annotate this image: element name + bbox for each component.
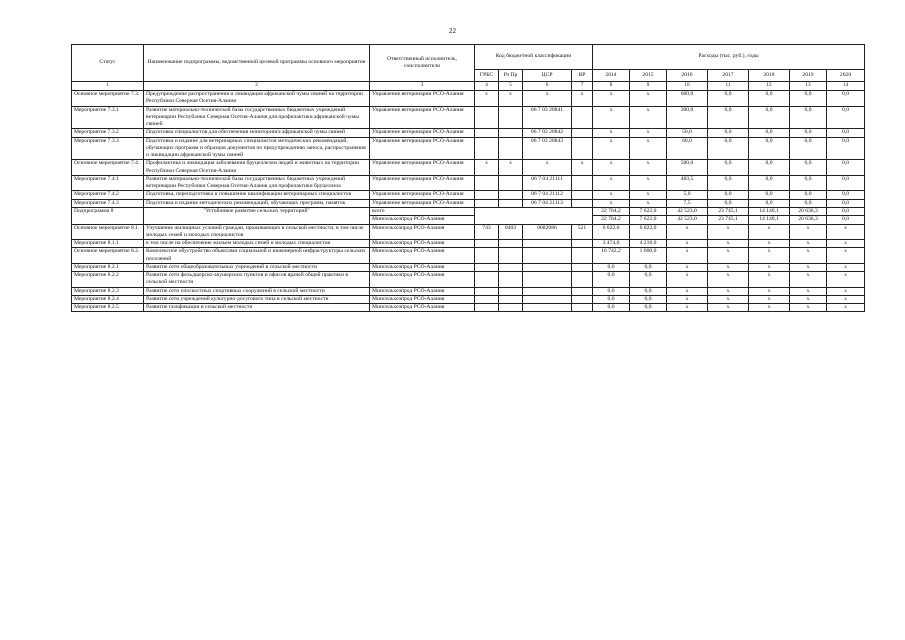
row-grbs <box>475 248 499 264</box>
row-name: Подготовка и издание для ветеринарных специалистов методических рекомендаций, обучающих программ и образцов документов по предупреждению заноса, распространения и ликвидации африканской чумы свиней <box>144 137 370 160</box>
row-value: 0,0 <box>708 175 749 191</box>
row-value: 0,0 <box>630 287 667 295</box>
row-value: 0,0 <box>708 160 749 176</box>
row-value: 6 022,0 <box>630 224 667 240</box>
row-value: х <box>827 304 865 312</box>
row-value: х <box>708 263 749 271</box>
row-csr: 06 7 03 20843 <box>523 137 572 160</box>
row-vr: х <box>572 160 593 176</box>
row-name: Предупреждение распространения и ликвидация африканской чумы свиней на территории Республики Северная Осетия-Алания <box>144 91 370 107</box>
row-value: х <box>667 304 708 312</box>
row-value: 4 218,0 <box>630 240 667 248</box>
row-csr: 0682086 <box>523 224 572 240</box>
row-executor: Управление ветеринарии РСО-Алания <box>370 160 475 176</box>
row-value: х <box>827 295 865 303</box>
row-status: Мероприятие 8.2.1 <box>72 263 144 271</box>
row-value: х <box>593 191 630 199</box>
row-value: 0,0 <box>630 304 667 312</box>
column-index: 4 <box>475 82 499 91</box>
table-row <box>72 137 865 160</box>
subprogram-status: Подпрограмма 8 <box>72 207 144 224</box>
row-value: х <box>630 175 667 191</box>
row-grbs <box>475 129 499 137</box>
row-executor: Управление ветеринарии РСО-Алания <box>370 191 475 199</box>
row-grbs <box>475 199 499 207</box>
row-value: х <box>827 263 865 271</box>
row-value: х <box>593 106 630 129</box>
row-executor: Минсельхозпрод РСО-Алания <box>370 287 475 295</box>
row-status: Мероприятие 8.2.3 <box>72 287 144 295</box>
column-index: 12 <box>749 82 790 91</box>
row-executor: Минсельхозпрод РСО-Алания <box>370 248 475 264</box>
row-vr <box>572 304 593 312</box>
subprogram-value: 42 523,0 <box>667 207 708 215</box>
table-row <box>72 224 865 240</box>
row-value: 500,0 <box>667 160 708 176</box>
row-name: Улучшение жилищных условий граждан, проживающих в сельской местности, в том числе молодых семей и молодых специалистов <box>144 224 370 240</box>
row-value: х <box>630 191 667 199</box>
row-name: Развитие материально-технической базы государственных бюджетных учреждений ветеринарии Республики Северная Осетия-Алания для профилактики бруцеллеза <box>144 175 370 191</box>
row-status: Мероприятие 8.2.4 <box>72 295 144 303</box>
header-name: Наименование подпрограммы, ведомственной целевой программы основного мероприятия <box>144 45 370 82</box>
row-value: х <box>708 295 749 303</box>
row-csr <box>523 295 572 303</box>
row-name: в том числе на обеспечение жильем молодых семей и молодых специалистов <box>144 240 370 248</box>
row-value: х <box>667 263 708 271</box>
row-status: Мероприятие 7.4.2 <box>72 191 144 199</box>
table-row <box>72 287 865 295</box>
row-value: х <box>593 160 630 176</box>
row-grbs <box>475 295 499 303</box>
row-value: х <box>630 137 667 160</box>
table-row <box>72 129 865 137</box>
row-value: 483,5 <box>667 175 708 191</box>
table-row <box>72 199 865 207</box>
row-rzpr <box>499 295 523 303</box>
row-rzpr <box>499 191 523 199</box>
row-value: х <box>749 240 790 248</box>
row-rzpr <box>499 199 523 207</box>
row-value: х <box>749 248 790 264</box>
row-name: Профилактика и ликвидация заболевания бруцеллезом людей и животных на территории Республики Северная Осетия-Алания <box>144 160 370 176</box>
row-value: 6 022,0 <box>593 224 630 240</box>
row-value: х <box>708 224 749 240</box>
row-value: х <box>790 287 827 295</box>
subprogram-value: 7 622,0 <box>630 207 667 215</box>
row-value: 0,0 <box>630 295 667 303</box>
row-value: 0,0 <box>593 295 630 303</box>
row-csr: 06 7 04 21111 <box>523 175 572 191</box>
column-index: 5 <box>499 82 523 91</box>
row-value: 0,0 <box>790 199 827 207</box>
table-row <box>72 304 865 312</box>
column-index: 3 <box>370 82 475 91</box>
page-number: 22 <box>449 27 456 35</box>
row-value: 0,0 <box>827 91 865 107</box>
header-executor: Ответственный исполнитель, соисполнители <box>370 45 475 82</box>
row-value: 0,0 <box>630 272 667 288</box>
row-csr <box>523 263 572 271</box>
row-value: 0,0 <box>749 160 790 176</box>
row-value: 60,0 <box>667 137 708 160</box>
row-value: х <box>593 91 630 107</box>
row-vr <box>572 272 593 288</box>
row-name: Подготовка специалистов для обеспечения мониторинга африканской чумы свиней <box>144 129 370 137</box>
row-value: х <box>708 304 749 312</box>
row-value: х <box>593 129 630 137</box>
row-grbs <box>475 304 499 312</box>
row-vr: 521 <box>572 224 593 240</box>
budget-table <box>71 44 865 312</box>
column-index: 14 <box>827 82 865 91</box>
row-value: х <box>790 248 827 264</box>
subprogram-value: 7 622,0 <box>630 216 667 224</box>
row-rzpr <box>499 304 523 312</box>
row-value: 0,0 <box>790 175 827 191</box>
table-row <box>72 248 865 264</box>
row-value: 0,0 <box>790 129 827 137</box>
table-row <box>72 175 865 191</box>
row-executor: Управление ветеринарии РСО-Алания <box>370 175 475 191</box>
subprogram-value: 20 636,3 <box>790 207 827 215</box>
row-value: 0,0 <box>827 106 865 129</box>
row-rzpr: х <box>499 160 523 176</box>
row-status: Мероприятие 8.1.1 <box>72 240 144 248</box>
column-index: 6 <box>523 82 572 91</box>
row-value: 0,0 <box>749 191 790 199</box>
row-status: Основное мероприятие 7.3. <box>72 91 144 107</box>
row-rzpr <box>499 272 523 288</box>
row-value: х <box>827 248 865 264</box>
row-grbs <box>475 191 499 199</box>
subprogram-value: 14 140,1 <box>749 216 790 224</box>
row-value: х <box>630 199 667 207</box>
column-index: 11 <box>708 82 749 91</box>
row-csr: 06 7 03 20841 <box>523 106 572 129</box>
row-executor: Минсельхозпрод РСО-Алания <box>370 263 475 271</box>
row-rzpr <box>499 129 523 137</box>
row-grbs <box>475 106 499 129</box>
row-name: Подготовка и издание методических рекомендаций, обучающих программ, памяток <box>144 199 370 207</box>
row-value: х <box>667 240 708 248</box>
row-csr <box>523 287 572 295</box>
row-value: х <box>667 287 708 295</box>
header-kbk: Код бюджетной классификации <box>475 45 593 70</box>
column-index: 8 <box>593 82 630 91</box>
row-value: х <box>749 263 790 271</box>
row-value: 50,0 <box>667 129 708 137</box>
row-executor: Управление ветеринарии РСО-Алания <box>370 106 475 129</box>
row-value: 7,5 <box>667 199 708 207</box>
row-csr <box>523 248 572 264</box>
row-value: 0,0 <box>827 199 865 207</box>
column-index: 10 <box>667 82 708 91</box>
row-csr: х <box>523 160 572 176</box>
row-name: Подготовка, переподготовка и повышение квалификации ветеринарных специалистов <box>144 191 370 199</box>
row-vr <box>572 263 593 271</box>
row-rzpr <box>499 263 523 271</box>
row-csr: 06 7 03 20842 <box>523 129 572 137</box>
row-value: 0,0 <box>593 263 630 271</box>
row-value: х <box>708 240 749 248</box>
table-row <box>72 272 865 288</box>
row-value: 600,0 <box>667 91 708 107</box>
row-value: 0,0 <box>827 129 865 137</box>
row-value: 0,0 <box>749 106 790 129</box>
row-value: х <box>827 287 865 295</box>
column-index: 1 <box>72 82 144 91</box>
subprogram-value: 20 636,3 <box>790 216 827 224</box>
row-executor: Минсельхозпрод РСО-Алания <box>370 224 475 240</box>
row-value: х <box>790 224 827 240</box>
subprogram-value: 23 745,1 <box>708 207 749 215</box>
row-value: 0,0 <box>749 129 790 137</box>
row-executor: Управление ветеринарии РСО-Алания <box>370 199 475 207</box>
row-executor: Управление ветеринарии РСО-Алания <box>370 129 475 137</box>
row-grbs <box>475 272 499 288</box>
row-value: х <box>708 287 749 295</box>
row-vr <box>572 287 593 295</box>
row-value: х <box>790 263 827 271</box>
row-value: х <box>749 272 790 288</box>
header-year: 2016 <box>667 70 708 82</box>
header-year: 2017 <box>708 70 749 82</box>
row-value: 0,0 <box>708 129 749 137</box>
row-status: Основное мероприятие 8.2. <box>72 248 144 264</box>
row-value: х <box>667 248 708 264</box>
row-name: Развитие газификации в сельской местности <box>144 304 370 312</box>
row-status: Мероприятие 7.3.3 <box>72 137 144 160</box>
row-vr <box>572 199 593 207</box>
row-csr: 06 7 04 21112 <box>523 191 572 199</box>
row-value: 0,0 <box>593 272 630 288</box>
subprogram-exec-total: всего <box>370 207 475 215</box>
row-value: 3 474,0 <box>593 240 630 248</box>
row-value: 16 742,2 <box>593 248 630 264</box>
header-kbk-col: ВР <box>572 70 593 82</box>
header-year: 2014 <box>593 70 630 82</box>
row-value: х <box>667 295 708 303</box>
row-rzpr <box>499 248 523 264</box>
row-status: Мероприятие 7.4.1 <box>72 175 144 191</box>
table-row <box>72 295 865 303</box>
row-value: х <box>630 160 667 176</box>
table-row <box>72 106 865 129</box>
row-executor: Управление ветеринарии РСО-Алания <box>370 137 475 160</box>
row-value: 0,0 <box>708 199 749 207</box>
row-value: х <box>667 272 708 288</box>
row-value: х <box>749 287 790 295</box>
row-vr <box>572 106 593 129</box>
row-value: 0,0 <box>790 191 827 199</box>
row-executor: Минсельхозпрод РСО-Алания <box>370 240 475 248</box>
header-expenses: Расходы (тыс. руб.), годы <box>593 45 865 70</box>
subprogram-value: 42 523,0 <box>667 216 708 224</box>
row-rzpr: 0403 <box>499 224 523 240</box>
row-status: Мероприятие 8.2.5 <box>72 304 144 312</box>
row-grbs <box>475 137 499 160</box>
subprogram-name: "Устойчивое развитие сельских территорий" <box>144 207 370 224</box>
row-name: Развитие материально-технической базы государственных бюджетных учреждений ветеринарии Республики Северная Осетия-Алания для профилактики африканской чумы свиней <box>144 106 370 129</box>
row-value: 0,0 <box>827 175 865 191</box>
row-value: х <box>749 295 790 303</box>
row-value: 0,0 <box>708 106 749 129</box>
row-value: х <box>827 224 865 240</box>
row-value: х <box>749 304 790 312</box>
row-rzpr: х <box>499 91 523 107</box>
header-kbk-col: ГРБС <box>475 70 499 82</box>
table-row <box>72 160 865 176</box>
table-row <box>72 263 865 271</box>
row-value: 0,0 <box>708 191 749 199</box>
row-rzpr <box>499 137 523 160</box>
row-value: 0,0 <box>790 91 827 107</box>
row-value: х <box>749 224 790 240</box>
row-vr <box>572 191 593 199</box>
row-value: 0,0 <box>593 287 630 295</box>
subprogram-exec-ministry: Минсельхозпрод РСО-Алания <box>370 216 475 224</box>
header-year: 2015 <box>630 70 667 82</box>
table-row <box>72 191 865 199</box>
row-status: Мероприятие 7.4.3 <box>72 199 144 207</box>
row-value: 0,0 <box>749 91 790 107</box>
row-executor: Управление ветеринарии РСО-Алания <box>370 91 475 107</box>
row-status: Мероприятие 8.2.2 <box>72 272 144 288</box>
row-value: х <box>790 272 827 288</box>
header-kbk-col: Рз Пр <box>499 70 523 82</box>
column-index: 2 <box>144 82 370 91</box>
row-rzpr <box>499 240 523 248</box>
row-value: х <box>667 224 708 240</box>
row-value: 0,0 <box>749 199 790 207</box>
header-status: Статус <box>72 45 144 82</box>
row-csr <box>523 272 572 288</box>
row-value: х <box>708 272 749 288</box>
row-grbs <box>475 175 499 191</box>
subprogram-row <box>72 207 865 215</box>
header-year: 2020 <box>827 70 865 82</box>
row-value: 0,0 <box>708 91 749 107</box>
row-value: 0,0 <box>790 137 827 160</box>
row-grbs: х <box>475 160 499 176</box>
row-name: Развитие сети фельдшерско-акушерских пунктов и офисов врачей общей практики в сельской местности <box>144 272 370 288</box>
row-value: х <box>708 248 749 264</box>
row-name: Развитие сети общеобразовательных учреждений в сельской местности <box>144 263 370 271</box>
row-value: 0,0 <box>790 160 827 176</box>
row-status: Мероприятие 7.3.1 <box>72 106 144 129</box>
row-rzpr <box>499 175 523 191</box>
subprogram-value: 22 764,2 <box>593 207 630 215</box>
row-value: х <box>630 91 667 107</box>
header-year: 2019 <box>790 70 827 82</box>
row-vr <box>572 248 593 264</box>
row-value: 0,0 <box>708 137 749 160</box>
row-grbs: 743 <box>475 224 499 240</box>
row-rzpr <box>499 287 523 295</box>
row-value: х <box>790 304 827 312</box>
table-row <box>72 240 865 248</box>
row-status: Мероприятие 7.3.2 <box>72 129 144 137</box>
subprogram-value: 0,0 <box>827 216 865 224</box>
row-value: х <box>630 106 667 129</box>
row-status: Основное мероприятие 8.1. <box>72 224 144 240</box>
subprogram-kbk-blank <box>475 207 593 224</box>
row-value: х <box>790 295 827 303</box>
row-value: х <box>593 137 630 160</box>
row-vr <box>572 137 593 160</box>
column-index: 7 <box>572 82 593 91</box>
row-name: Развитие сети учреждений культурно-досугового типа в сельской местности <box>144 295 370 303</box>
table-row <box>72 91 865 107</box>
row-csr <box>523 304 572 312</box>
row-grbs: х <box>475 91 499 107</box>
row-value: 5,0 <box>667 191 708 199</box>
row-vr <box>572 295 593 303</box>
row-value: 0,0 <box>749 175 790 191</box>
row-vr <box>572 129 593 137</box>
row-value: 0,0 <box>630 263 667 271</box>
row-grbs <box>475 263 499 271</box>
row-vr: х <box>572 91 593 107</box>
row-csr: х <box>523 91 572 107</box>
row-vr <box>572 240 593 248</box>
row-name: Развитие сети плоскостных спортивных сооружений в сельской местности <box>144 287 370 295</box>
row-value: 300,0 <box>667 106 708 129</box>
row-value: 0,0 <box>749 137 790 160</box>
row-value: 0,0 <box>827 191 865 199</box>
row-status: Основное мероприятие 7.4. <box>72 160 144 176</box>
subprogram-value: 14 140,1 <box>749 207 790 215</box>
row-rzpr <box>499 106 523 129</box>
row-csr: 06 7 04 21113 <box>523 199 572 207</box>
row-value: х <box>593 175 630 191</box>
row-vr <box>572 175 593 191</box>
column-index: 13 <box>790 82 827 91</box>
row-grbs <box>475 287 499 295</box>
row-value: 1 600,0 <box>630 248 667 264</box>
header-kbk-col: ЦСР <box>523 70 572 82</box>
row-value: х <box>630 129 667 137</box>
row-executor: Минсельхозпрод РСО-Алания <box>370 304 475 312</box>
row-value: х <box>827 272 865 288</box>
row-executor: Минсельхозпрод РСО-Алания <box>370 295 475 303</box>
row-name: Комплексное обустройство объектами социальной и инженерной инфраструктуры сельских поселений <box>144 248 370 264</box>
row-value: 0,0 <box>827 137 865 160</box>
column-index: 9 <box>630 82 667 91</box>
header-year: 2018 <box>749 70 790 82</box>
row-executor: Минсельхозпрод РСО-Алания <box>370 272 475 288</box>
row-value: 0,0 <box>827 160 865 176</box>
subprogram-value: 22 764,2 <box>593 216 630 224</box>
row-value: 0,0 <box>593 304 630 312</box>
row-value: х <box>827 240 865 248</box>
row-value: х <box>593 199 630 207</box>
row-value: 0,0 <box>790 106 827 129</box>
row-csr <box>523 240 572 248</box>
subprogram-value: 0,0 <box>827 207 865 215</box>
subprogram-value: 23 745,1 <box>708 216 749 224</box>
row-grbs <box>475 240 499 248</box>
row-value: х <box>790 240 827 248</box>
